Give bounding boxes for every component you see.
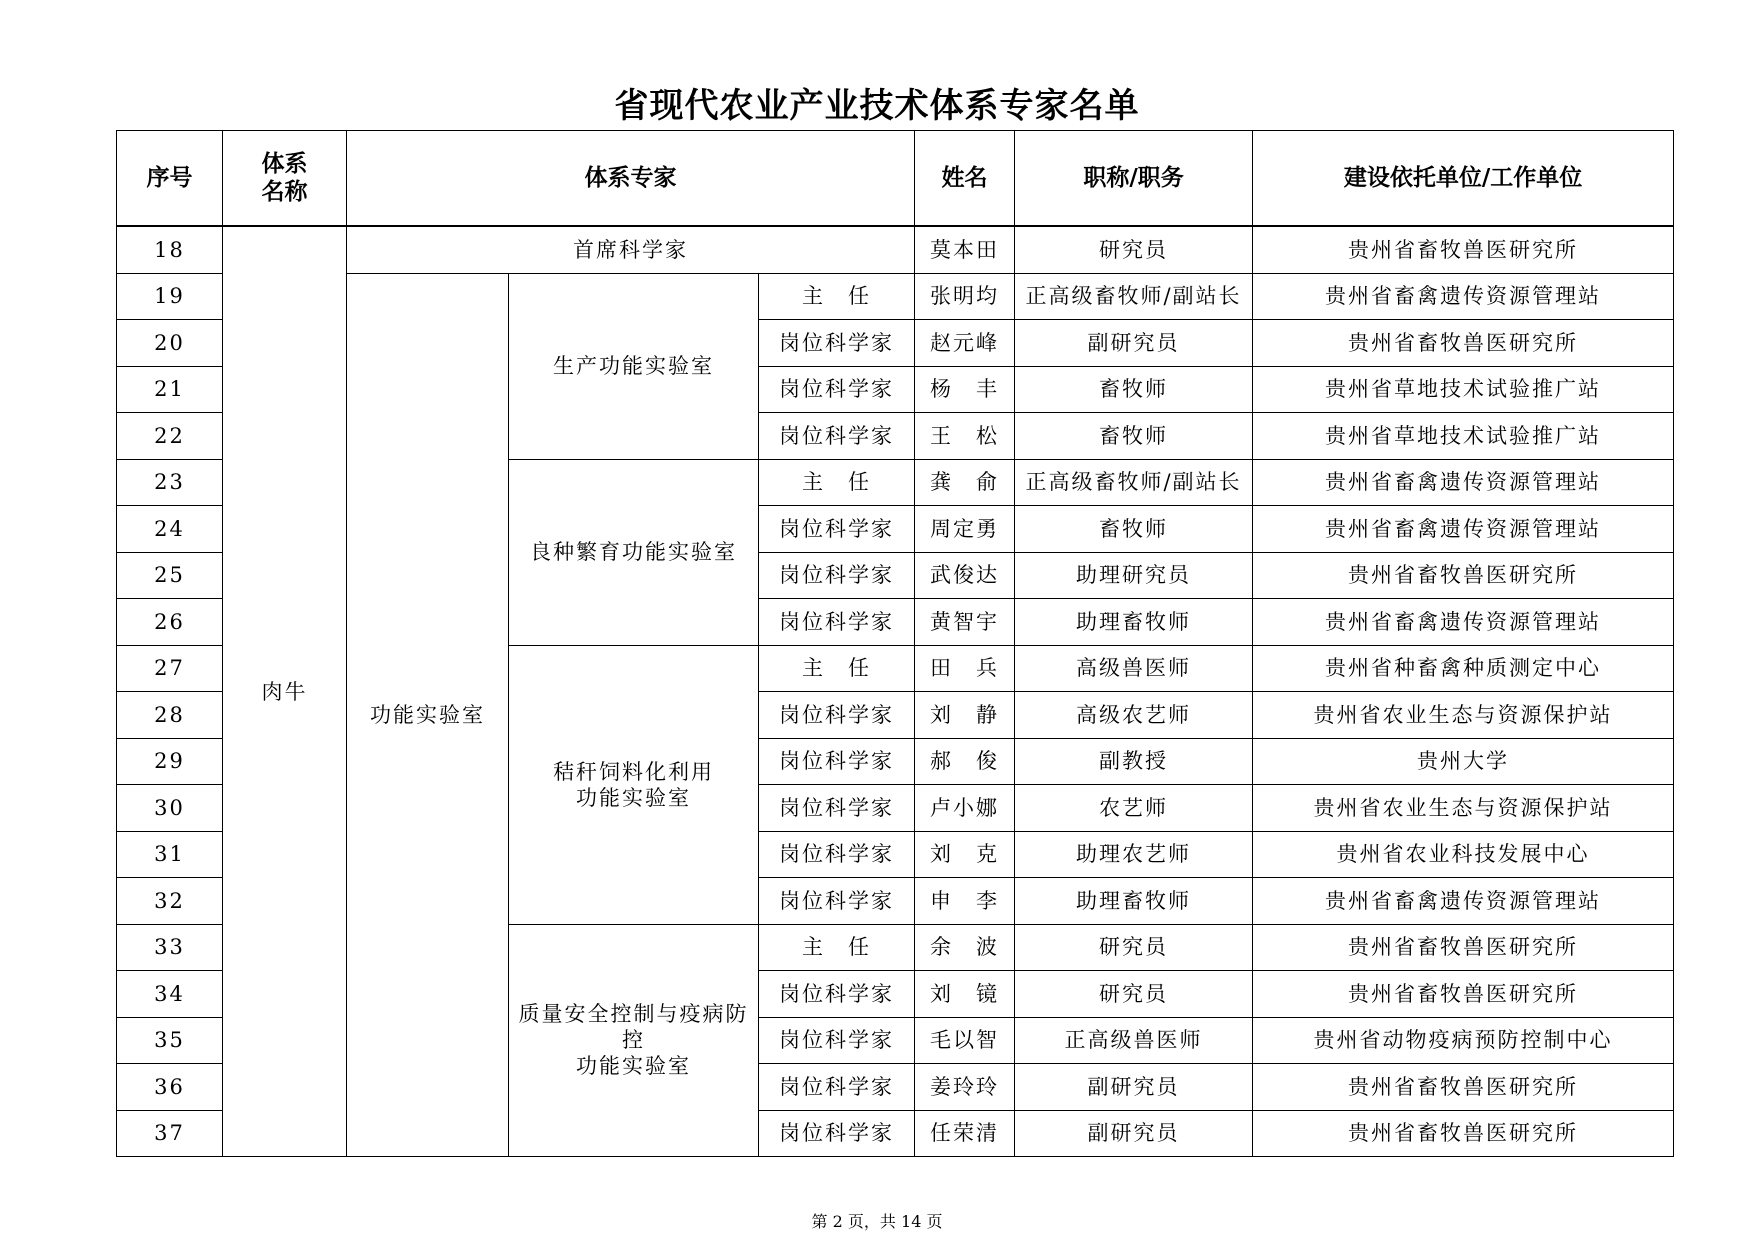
- cell-name: 姜玲玲: [915, 1064, 1015, 1111]
- cell-title: 高级农艺师: [1015, 692, 1253, 739]
- cell-title: 助理畜牧师: [1015, 878, 1253, 925]
- cell-role: 岗位科学家: [759, 413, 915, 460]
- cell-name: 田 兵: [915, 645, 1015, 692]
- cell-seq: 37: [117, 1110, 223, 1157]
- cell-seq: 31: [117, 831, 223, 878]
- header-seq: 序号: [117, 131, 223, 227]
- cell-title: 畜牧师: [1015, 366, 1253, 413]
- cell-lab-name: 秸秆饲料化利用 功能实验室: [509, 645, 759, 924]
- cell-name: 任荣清: [915, 1110, 1015, 1157]
- cell-title: 研究员: [1015, 924, 1253, 971]
- footer-page-number: 2: [832, 1212, 843, 1231]
- cell-role: 岗位科学家: [759, 878, 915, 925]
- cell-name: 武俊达: [915, 552, 1015, 599]
- table-row: [117, 226, 1674, 273]
- cell-unit: 贵州省农业科技发展中心: [1253, 831, 1674, 878]
- cell-role: 主 任: [759, 273, 915, 320]
- cell-title: 副研究员: [1015, 1064, 1253, 1111]
- cell-title: 助理畜牧师: [1015, 599, 1253, 646]
- cell-role: 岗位科学家: [759, 738, 915, 785]
- cell-unit: 贵州省农业生态与资源保护站: [1253, 785, 1674, 832]
- cell-unit: 贵州省草地技术试验推广站: [1253, 413, 1674, 460]
- cell-role: 岗位科学家: [759, 831, 915, 878]
- cell-unit: 贵州省畜牧兽医研究所: [1253, 320, 1674, 367]
- cell-title: 畜牧师: [1015, 506, 1253, 553]
- cell-title: 副教授: [1015, 738, 1253, 785]
- cell-title: 正高级畜牧师/副站长: [1015, 273, 1253, 320]
- cell-function-lab: 功能实验室: [347, 273, 509, 1157]
- cell-name: 王 松: [915, 413, 1015, 460]
- cell-chief-scientist-label: 首席科学家: [347, 226, 915, 273]
- cell-name: 毛以智: [915, 1017, 1015, 1064]
- cell-name: 刘 镜: [915, 971, 1015, 1018]
- footer-suffix: 页: [926, 1212, 943, 1231]
- cell-unit: 贵州省草地技术试验推广站: [1253, 366, 1674, 413]
- header-name: 姓名: [915, 131, 1015, 227]
- cell-title: 正高级畜牧师/副站长: [1015, 459, 1253, 506]
- cell-role: 岗位科学家: [759, 692, 915, 739]
- cell-unit: 贵州省畜牧兽医研究所: [1253, 924, 1674, 971]
- cell-role: 岗位科学家: [759, 366, 915, 413]
- cell-unit: 贵州省畜禽遗传资源管理站: [1253, 273, 1674, 320]
- cell-seq: 33: [117, 924, 223, 971]
- cell-name: 莫本田: [915, 226, 1015, 273]
- cell-title: 助理研究员: [1015, 552, 1253, 599]
- cell-system-name: 肉牛: [223, 226, 347, 1157]
- cell-role: 主 任: [759, 645, 915, 692]
- cell-seq: 18: [117, 226, 223, 273]
- cell-title: 副研究员: [1015, 320, 1253, 367]
- cell-name: 申 李: [915, 878, 1015, 925]
- table-body: [117, 226, 1674, 1157]
- cell-name: 刘 克: [915, 831, 1015, 878]
- cell-role: 主 任: [759, 924, 915, 971]
- cell-role: 主 任: [759, 459, 915, 506]
- cell-unit: 贵州省畜禽遗传资源管理站: [1253, 599, 1674, 646]
- expert-table: [116, 130, 1674, 1157]
- cell-role: 岗位科学家: [759, 1064, 915, 1111]
- cell-name: 卢小娜: [915, 785, 1015, 832]
- cell-unit: 贵州省畜牧兽医研究所: [1253, 226, 1674, 273]
- cell-role: 岗位科学家: [759, 320, 915, 367]
- cell-title: 高级兽医师: [1015, 645, 1253, 692]
- cell-seq: 19: [117, 273, 223, 320]
- cell-lab-name: 良种繁育功能实验室: [509, 459, 759, 645]
- cell-unit: 贵州省畜牧兽医研究所: [1253, 1064, 1674, 1111]
- header-system-expert: 体系专家: [347, 131, 915, 227]
- cell-title: 畜牧师: [1015, 413, 1253, 460]
- cell-unit: 贵州省畜牧兽医研究所: [1253, 971, 1674, 1018]
- table-row: [117, 273, 1674, 320]
- cell-seq: 20: [117, 320, 223, 367]
- cell-role: 岗位科学家: [759, 1110, 915, 1157]
- cell-seq: 35: [117, 1017, 223, 1064]
- cell-role: 岗位科学家: [759, 552, 915, 599]
- cell-name: 郝 俊: [915, 738, 1015, 785]
- cell-title: 正高级兽医师: [1015, 1017, 1253, 1064]
- cell-title: 副研究员: [1015, 1110, 1253, 1157]
- cell-name: 黄智宇: [915, 599, 1015, 646]
- cell-seq: 26: [117, 599, 223, 646]
- cell-role: 岗位科学家: [759, 785, 915, 832]
- cell-name: 杨 丰: [915, 366, 1015, 413]
- footer-middle: 页，共: [847, 1212, 896, 1231]
- page-footer: [0, 1209, 1754, 1232]
- cell-role: 岗位科学家: [759, 506, 915, 553]
- cell-unit: 贵州省畜牧兽医研究所: [1253, 1110, 1674, 1157]
- cell-unit: 贵州大学: [1253, 738, 1674, 785]
- cell-title: 农艺师: [1015, 785, 1253, 832]
- cell-seq: 27: [117, 645, 223, 692]
- cell-unit: 贵州省动物疫病预防控制中心: [1253, 1017, 1674, 1064]
- cell-role: 岗位科学家: [759, 971, 915, 1018]
- cell-seq: 28: [117, 692, 223, 739]
- header-system-name: 体系 名称: [223, 131, 347, 227]
- cell-unit: 贵州省畜禽遗传资源管理站: [1253, 878, 1674, 925]
- header-row: [117, 131, 1674, 227]
- cell-name: 龚 俞: [915, 459, 1015, 506]
- cell-role: 岗位科学家: [759, 599, 915, 646]
- header-unit: 建设依托单位/工作单位: [1253, 131, 1674, 227]
- cell-title: 助理农艺师: [1015, 831, 1253, 878]
- page-title: 省现代农业产业技术体系专家名单: [614, 86, 1140, 126]
- cell-seq: 23: [117, 459, 223, 506]
- cell-lab-name: 生产功能实验室: [509, 273, 759, 459]
- cell-name: 周定勇: [915, 506, 1015, 553]
- cell-unit: 贵州省农业生态与资源保护站: [1253, 692, 1674, 739]
- header-title: 职称/职务: [1015, 131, 1253, 227]
- cell-seq: 21: [117, 366, 223, 413]
- footer-prefix: 第: [811, 1212, 828, 1231]
- cell-name: 赵元峰: [915, 320, 1015, 367]
- cell-seq: 34: [117, 971, 223, 1018]
- cell-lab-name: 质量安全控制与疫病防控 功能实验室: [509, 924, 759, 1157]
- cell-unit: 贵州省畜牧兽医研究所: [1253, 552, 1674, 599]
- cell-name: 张明均: [915, 273, 1015, 320]
- cell-seq: 32: [117, 878, 223, 925]
- cell-seq: 24: [117, 506, 223, 553]
- cell-seq: 25: [117, 552, 223, 599]
- cell-unit: 贵州省畜禽遗传资源管理站: [1253, 506, 1674, 553]
- cell-unit: 贵州省畜禽遗传资源管理站: [1253, 459, 1674, 506]
- cell-role: 岗位科学家: [759, 1017, 915, 1064]
- cell-name: 刘 静: [915, 692, 1015, 739]
- cell-seq: 29: [117, 738, 223, 785]
- cell-title: 研究员: [1015, 971, 1253, 1018]
- cell-seq: 36: [117, 1064, 223, 1111]
- cell-name: 余 波: [915, 924, 1015, 971]
- cell-title: 研究员: [1015, 226, 1253, 273]
- cell-seq: 30: [117, 785, 223, 832]
- cell-unit: 贵州省种畜禽种质测定中心: [1253, 645, 1674, 692]
- footer-total-pages: 14: [901, 1212, 922, 1231]
- cell-seq: 22: [117, 413, 223, 460]
